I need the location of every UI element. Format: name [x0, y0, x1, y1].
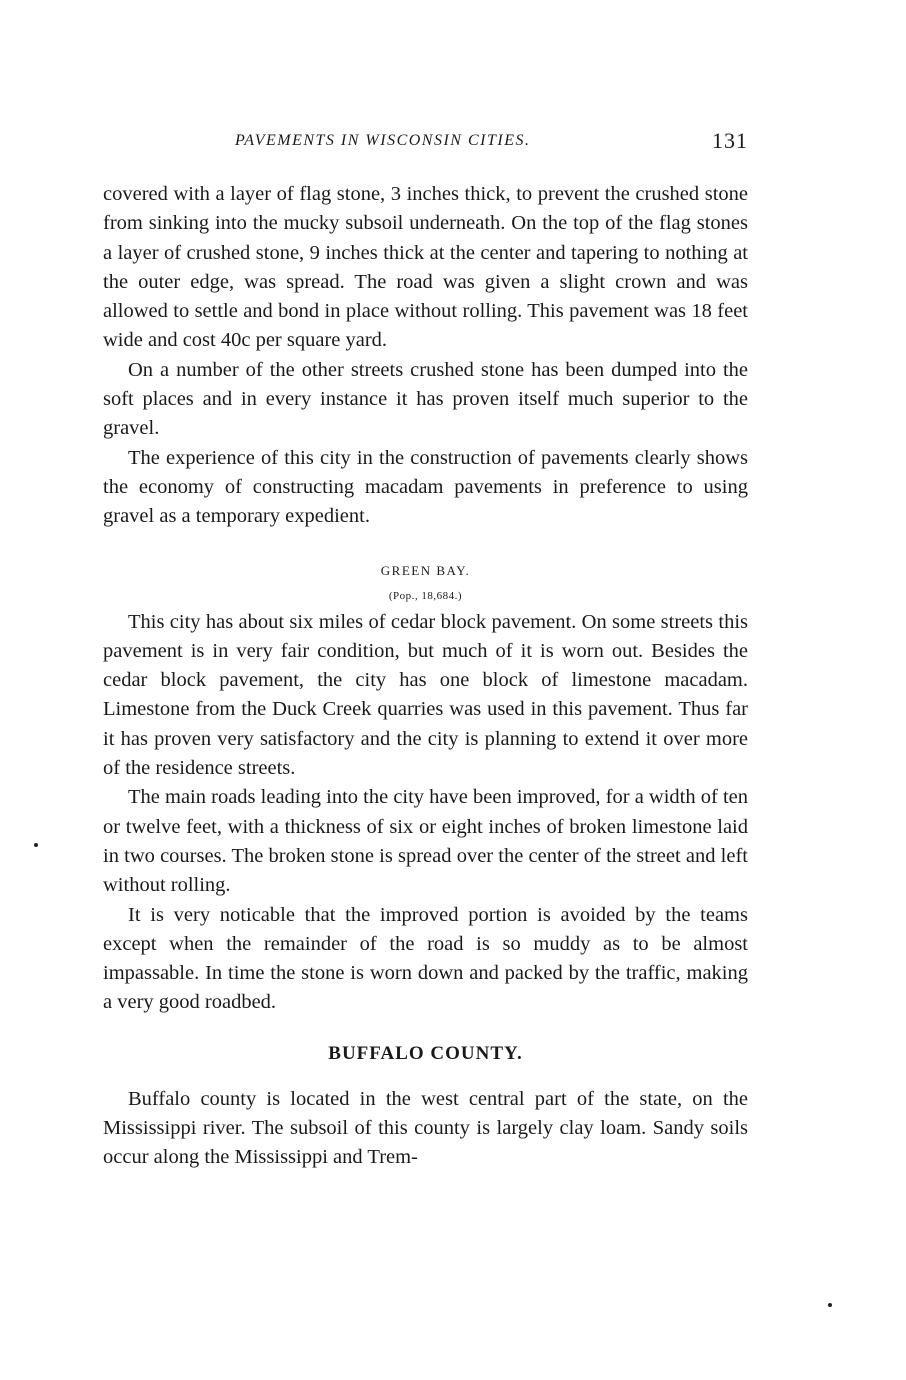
paragraph-crushed-stone: On a number of the other streets crushed stone has been dumped into the soft places and in every instance it has proven itself much superior to the gravel.: [103, 358, 748, 440]
paragraph-improved-portion: It is very noticable that the improved portion is avoided by the teams except when the remainder of the road is so muddy as to be almost impassable. In time the stone is worn down and packed by the traffic, making a very good roadbed.: [103, 903, 748, 1014]
section-heading-buffalo-county: BUFFALO COUNTY.: [328, 1042, 523, 1064]
paragraph-continued: covered with a layer of flag stone, 3 inches thick, to prevent the crushed stone from sinking into the mucky subsoil underneath. On the top of the flag stones a layer of crushed stone, 9 inches thick at the center and tapering to nothing at the outer edge, was spread. The road was given a slight crown and was allowed to settle and bond in place without rolling. This pavement was 18 feet wide and cost 40c per square yard.: [103, 183, 748, 352]
running-title: PAVEMENTS IN WISCONSIN CITIES.: [235, 132, 531, 149]
paragraph-experience: The experience of this city in the construction of pavements clearly shows the economy of constructing macadam pavements in preference to using gravel as a temporary expedient.: [103, 446, 748, 528]
scan-speck: [828, 1303, 832, 1307]
paragraph-main-roads: The main roads leading into the city have been improved, for a width of ten or twelve feet, with a thickness of six or eight inches of broken limestone laid in two courses. The broken stone is spread over the center of the street and left without rolling.: [103, 786, 748, 897]
section-heading-green-bay: GREEN BAY.: [380, 562, 471, 578]
scan-speck: [34, 843, 38, 847]
section-population: (Pop., 18,684.): [388, 589, 463, 602]
page-body: [103, 180, 748, 1173]
page-number: 131: [712, 128, 748, 153]
paragraph-buffalo-county: Buffalo county is located in the west central part of the state, on the Mississippi river. The subsoil of this county is largely clay loam. Sandy soils occur along the Mississippi and Trem-: [103, 1087, 748, 1169]
page-header: [103, 128, 748, 158]
paragraph-cedar-block: This city has about six miles of cedar block pavement. On some streets this pavement is in very fair condition, but much of it is worn out. Besides the cedar block pavement, the city has one block of limestone macadam. Limestone from the Duck Creek quarries was used in this pavement. Thus far it has proven very satisfactory and the city is planning to extend it over more of the residence streets.: [103, 610, 748, 780]
